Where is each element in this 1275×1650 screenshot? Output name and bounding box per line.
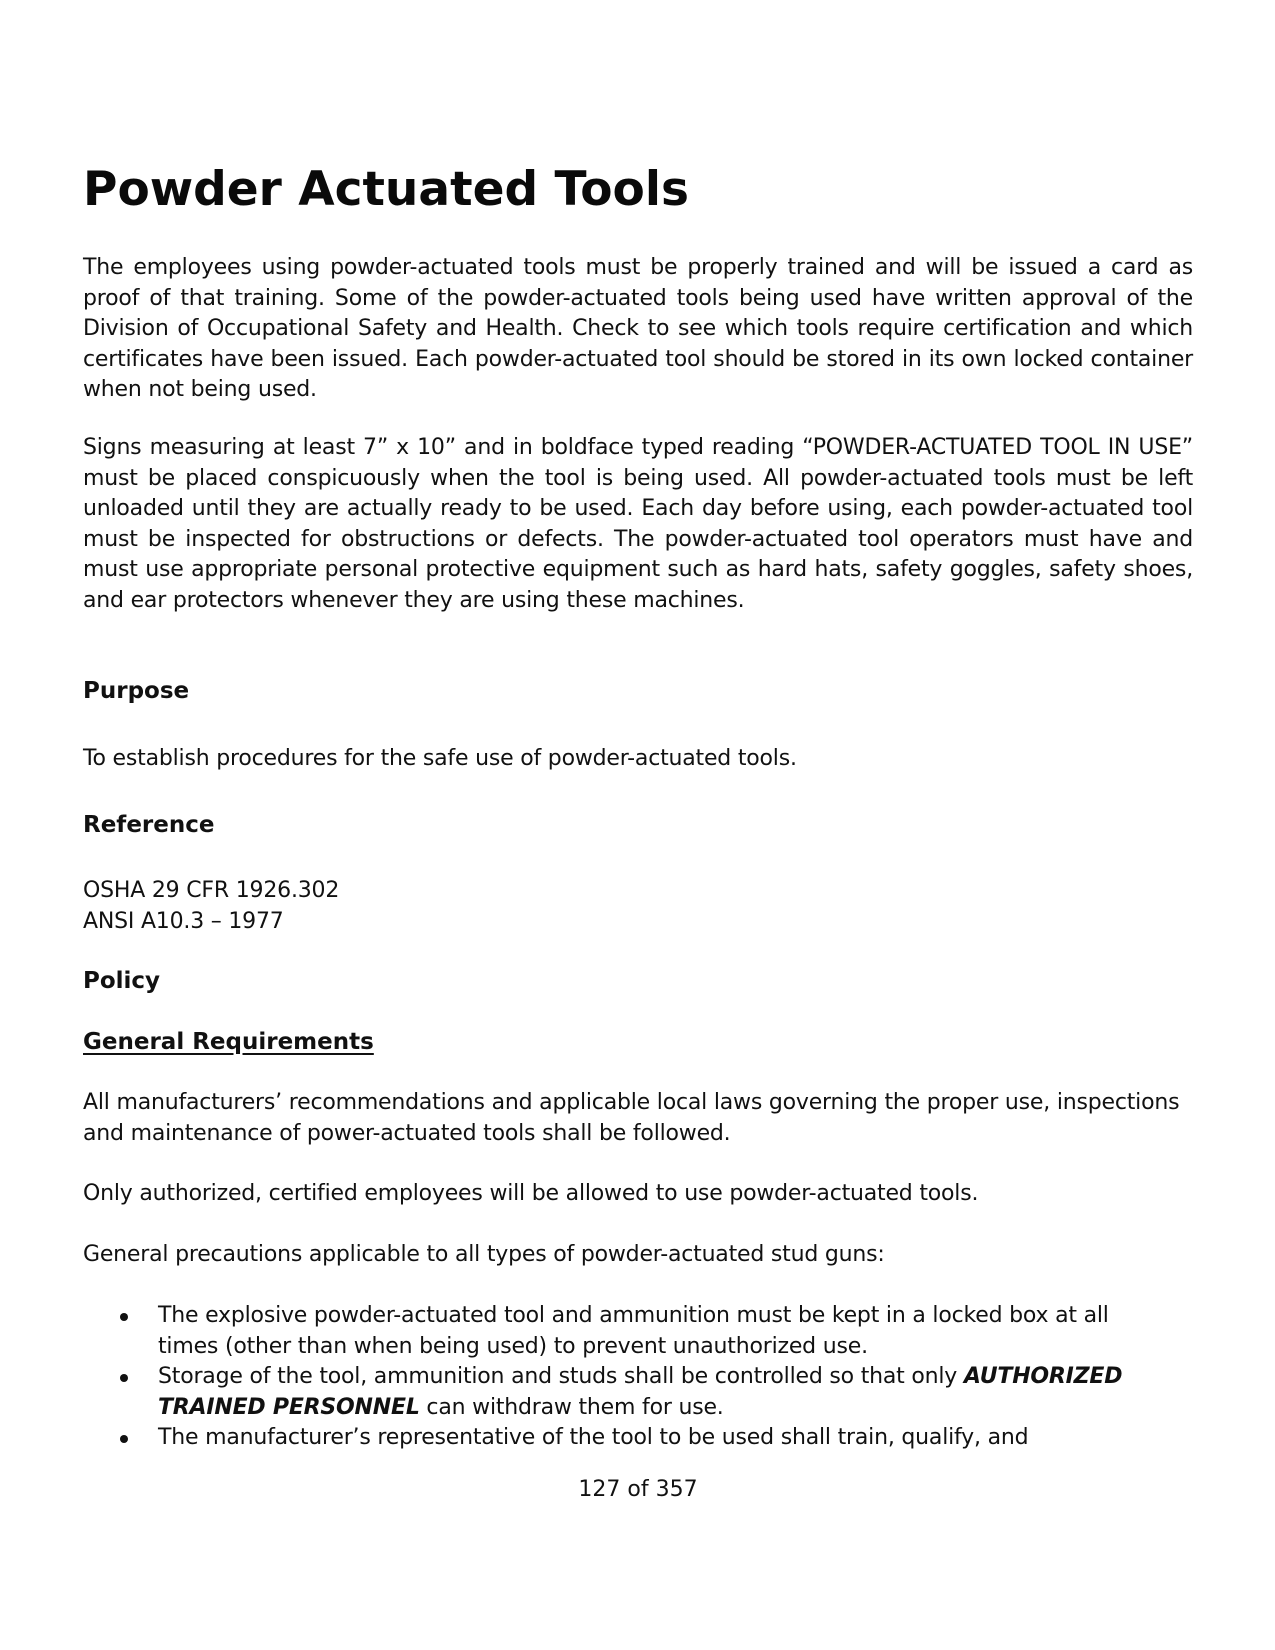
reference-heading: Reference (83, 812, 215, 838)
list-item-text: The manufacturer’s representative of the tool to be used shall train, qualify, and (158, 1425, 1029, 1450)
purpose-text: To establish procedures for the safe use of powder-actuated tools. (83, 746, 797, 771)
list-item (83, 1423, 1193, 1454)
list-item (83, 1362, 1193, 1423)
general-requirements-paragraph-3: General precautions applicable to all types of powder-actuated stud guns: (83, 1242, 885, 1267)
purpose-heading: Purpose (83, 678, 190, 704)
list-item-text: Storage of the tool, ammunition and studs shall be controlled so that only (158, 1364, 964, 1389)
reference-item: ANSI A10.3 – 1977 (83, 908, 284, 934)
document-page (83, 0, 1193, 1650)
precautions-list (83, 1301, 1193, 1454)
bullet-icon (120, 1435, 128, 1443)
bullet-icon (120, 1374, 128, 1382)
bullet-icon (120, 1313, 128, 1321)
general-requirements-paragraph-1: All manufacturers’ recommendations and applicable local laws governing the proper use, inspections and maintenance of power-actuated tools shall be followed. (83, 1090, 1180, 1146)
reference-list (83, 876, 1193, 937)
list-item-text: The explosive powder-actuated tool and ammunition must be kept in a locked box at all times (other than when being used) to prevent unauthorized use. (158, 1303, 1109, 1359)
general-requirements-paragraph-2: Only authorized, certified employees will be allowed to use powder-actuated tools. (83, 1181, 979, 1206)
list-item-text: can withdraw them for use. (419, 1394, 724, 1420)
general-requirements-subheading: General Requirements (83, 1029, 374, 1055)
page-title: Powder Actuated Tools (83, 162, 689, 217)
list-item (83, 1301, 1193, 1362)
authorized-personnel-emphasis: AUTHORIZED TRAINED PERSONNEL (158, 1364, 1123, 1420)
intro-paragraph-2: Signs measuring at least 7” x 10” and in boldface typed reading “POWDER-ACTUATED TOOL IN USE” must be placed conspicuously when the tool is being used. All powder-actuated tools must be left unloaded until they are actually ready to be used. Each day before using, each powder-actuated tool must be inspected for obstructions or defects. The powder-actuated tool operators must have and must use appropriate personal protective equipment such as hard hats, safety goggles, safety shoes, and ear protectors whenever they are using these machines. (83, 435, 1193, 613)
policy-heading: Policy (83, 968, 161, 994)
intro-paragraph-1: The employees using powder-actuated tools must be properly trained and will be issued a card as proof of that training. Some of the powder-actuated tools being used have written approval of the Division of Occupational Safety and Health. Check to see which tools require certification and which certificates have been issued. Each powder-actuated tool should be stored in its own locked container when not being used. (83, 255, 1193, 402)
page-number: 127 of 357 (578, 1477, 698, 1502)
reference-item: OSHA 29 CFR 1926.302 (83, 878, 340, 903)
